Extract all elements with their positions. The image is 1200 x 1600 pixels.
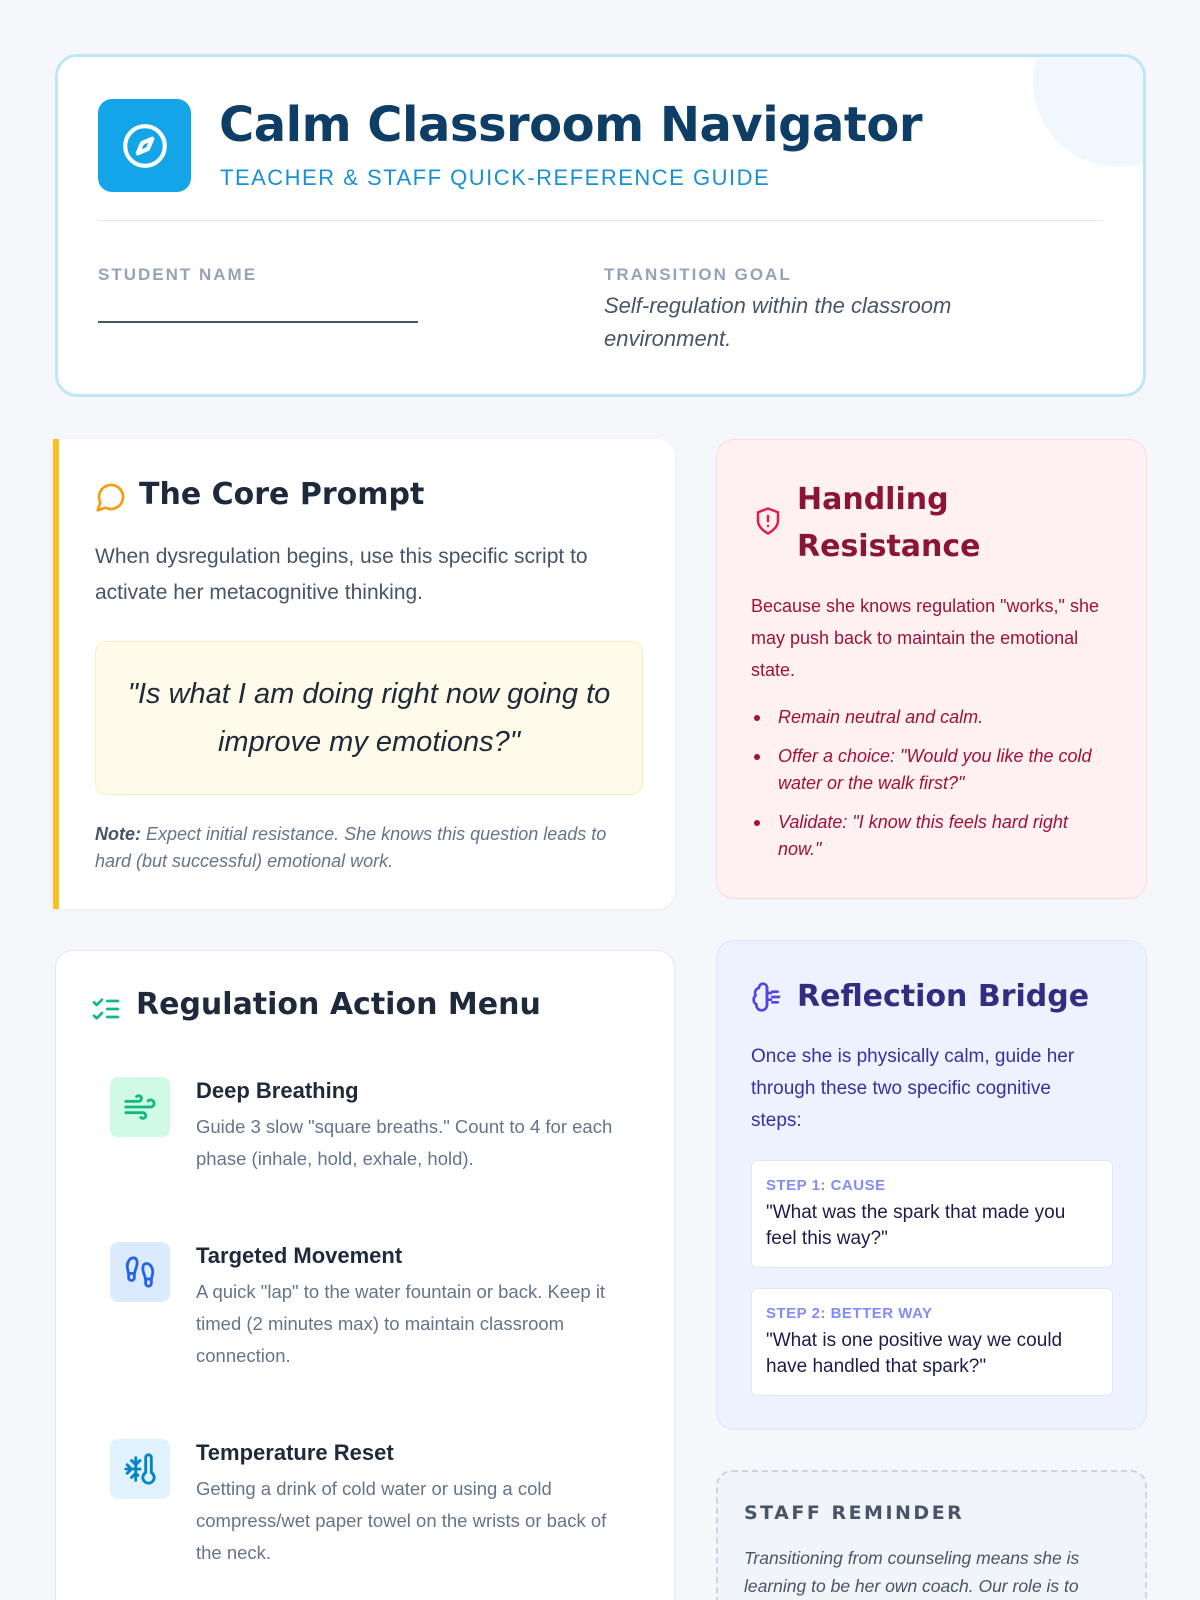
list-item: Offer a choice: "Would you like the cold water or the walk first?" [751,743,1111,797]
brain-icon [751,981,783,1018]
core-prompt-note [95,821,640,875]
core-prompt-title: The Core Prompt [139,477,425,512]
note-label: Note: [95,824,141,844]
step-label: STEP 2: BETTER WAY [766,1305,933,1322]
thermometer-snowflake-icon [110,1439,170,1499]
core-prompt-description: When dysregulation begins, use this specific script to activate her metacognitive thinking. [95,545,588,604]
reflection-bridge-card [716,940,1147,1430]
transition-goal-value: Self-regulation within the classroom environment. [604,293,952,351]
chat-bubble-icon [95,481,127,518]
wind-icon [110,1077,170,1137]
footprints-icon [110,1242,170,1302]
page-title: Calm Classroom Navigator [219,97,923,153]
action-description: Getting a drink of cold water or using a cold compress/wet paper towel on the wrists or back of the neck. [196,1478,607,1563]
action-description: Guide 3 slow "square breaths." Count to 4 for each phase (inhale, hold, exhale, hold). [196,1116,613,1169]
shield-alert-icon [753,506,783,541]
step-card-better-way [751,1288,1113,1396]
list-item: Validate: "I know this feels hard right now." [751,809,1111,863]
header-decoration [1033,54,1146,167]
handling-resistance-title: Handling Resistance [797,482,981,564]
regulation-action-menu-card [55,950,675,1600]
student-name-label: STUDENT NAME [98,265,258,284]
action-name: Temperature Reset [196,1440,394,1465]
step-card-cause [751,1160,1113,1268]
handling-resistance-description: Because she knows regulation "works," she may push back to maintain the emotional state. [751,596,1099,680]
resistance-list [751,704,1111,875]
list-item: Remain neutral and calm. [751,704,1111,731]
header-card [55,54,1146,397]
action-name: Deep Breathing [196,1078,359,1103]
staff-reminder-card [716,1470,1147,1600]
action-name: Targeted Movement [196,1243,403,1268]
transition-goal-label: TRANSITION GOAL [604,265,792,284]
action-description: A quick "lap" to the water fountain or back. Keep it timed (2 minutes max) to maintain classroom connection. [196,1281,606,1366]
regulation-action-menu-title: Regulation Action Menu [136,987,541,1022]
core-prompt-quote: "Is what I am doing right now going to improve my emotions?" [95,641,643,795]
reflection-bridge-title: Reflection Bridge [797,979,1090,1014]
handling-resistance-card [716,439,1147,899]
student-name-blank [98,321,418,323]
step-text: "What was the spark that made you feel this way?" [766,1202,1066,1249]
core-prompt-card [53,439,675,909]
step-text: "What is one positive way we could have handled that spark?" [766,1330,1063,1377]
note-text: Expect initial resistance. She knows this question leads to hard (but successful) emotional work. [95,824,607,871]
staff-reminder-label: STAFF REMINDER [744,1502,965,1524]
checklist-icon [90,993,122,1030]
page-subtitle: TEACHER & STAFF QUICK-REFERENCE GUIDE [220,165,771,190]
header-divider [98,220,1103,221]
compass-icon [98,99,191,192]
step-label: STEP 1: CAUSE [766,1177,886,1194]
staff-reminder-text: Transitioning from counseling means she is learning to be her own coach. Our role is to [744,1548,1080,1596]
reflection-bridge-description: Once she is physically calm, guide her through these two specific cognitive steps: [751,1046,1075,1131]
